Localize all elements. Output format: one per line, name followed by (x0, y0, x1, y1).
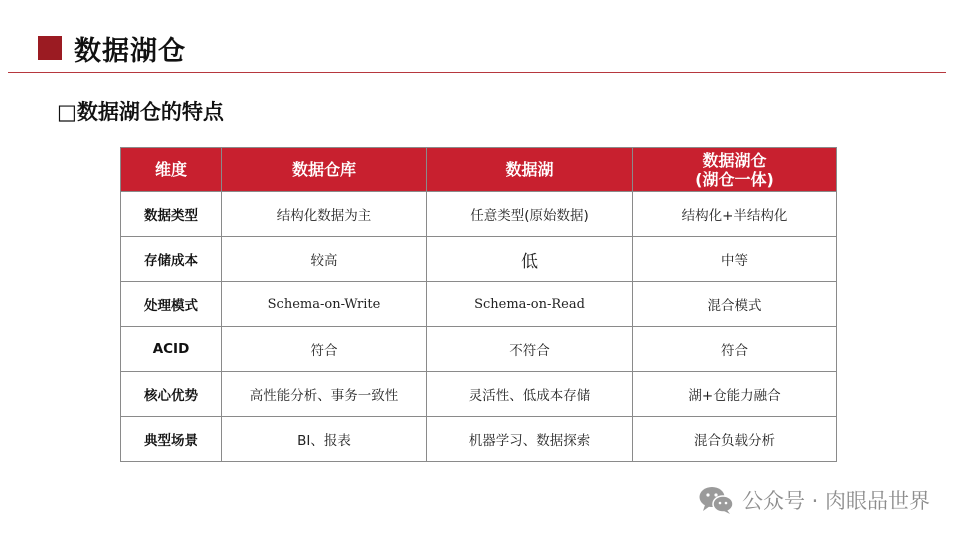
title-divider (8, 72, 946, 73)
wechat-icon (698, 485, 734, 515)
header-dimension: 维度 (121, 148, 222, 192)
row-label: 数据类型 (121, 192, 222, 237)
table-row (121, 282, 837, 327)
row-label: 存储成本 (121, 237, 222, 282)
header-lakehouse-line1: 数据湖仓 (702, 150, 767, 170)
table-row (121, 327, 837, 372)
table-header-row (121, 148, 837, 192)
table-cell: 结构化+半结构化 (633, 192, 837, 237)
row-label: ACID (121, 327, 222, 372)
row-label: 处理模式 (121, 282, 222, 327)
header-lakehouse (633, 148, 837, 192)
table-cell: Schema-on-Read (427, 282, 633, 327)
table-cell: 符合 (633, 327, 837, 372)
table-cell: 混合负载分析 (633, 417, 837, 462)
title-square-icon (38, 36, 62, 60)
table-row (121, 417, 837, 462)
section-subtitle: □数据湖仓的特点 (57, 100, 224, 124)
table-cell: 高性能分析、事务一致性 (222, 372, 427, 417)
table-row (121, 192, 837, 237)
table-cell: 混合模式 (633, 282, 837, 327)
table-cell: 符合 (222, 327, 427, 372)
table-cell: 结构化数据为主 (222, 192, 427, 237)
table-cell: 灵活性、低成本存储 (427, 372, 633, 417)
table-row (121, 372, 837, 417)
table-cell: 机器学习、数据探索 (427, 417, 633, 462)
slide-title: 数据湖仓 (74, 35, 186, 67)
table-cell: 较高 (222, 237, 427, 282)
watermark (698, 485, 930, 515)
header-data-warehouse: 数据仓库 (222, 148, 427, 192)
table-cell: 中等 (633, 237, 837, 282)
row-label: 核心优势 (121, 372, 222, 417)
table-cell: 低 (427, 237, 633, 282)
table-row (121, 237, 837, 282)
header-data-lake: 数据湖 (427, 148, 633, 192)
header-lakehouse-line2: (湖仓一体) (695, 169, 774, 189)
row-label: 典型场景 (121, 417, 222, 462)
table-cell: 湖+仓能力融合 (633, 372, 837, 417)
table-cell: Schema-on-Write (222, 282, 427, 327)
table-cell: BI、报表 (222, 417, 427, 462)
slide-header (38, 30, 186, 66)
watermark-text: 公众号 · 肉眼品世界 (741, 489, 930, 513)
table-cell: 任意类型(原始数据) (427, 192, 633, 237)
comparison-table (120, 147, 837, 462)
table-cell: 不符合 (427, 327, 633, 372)
